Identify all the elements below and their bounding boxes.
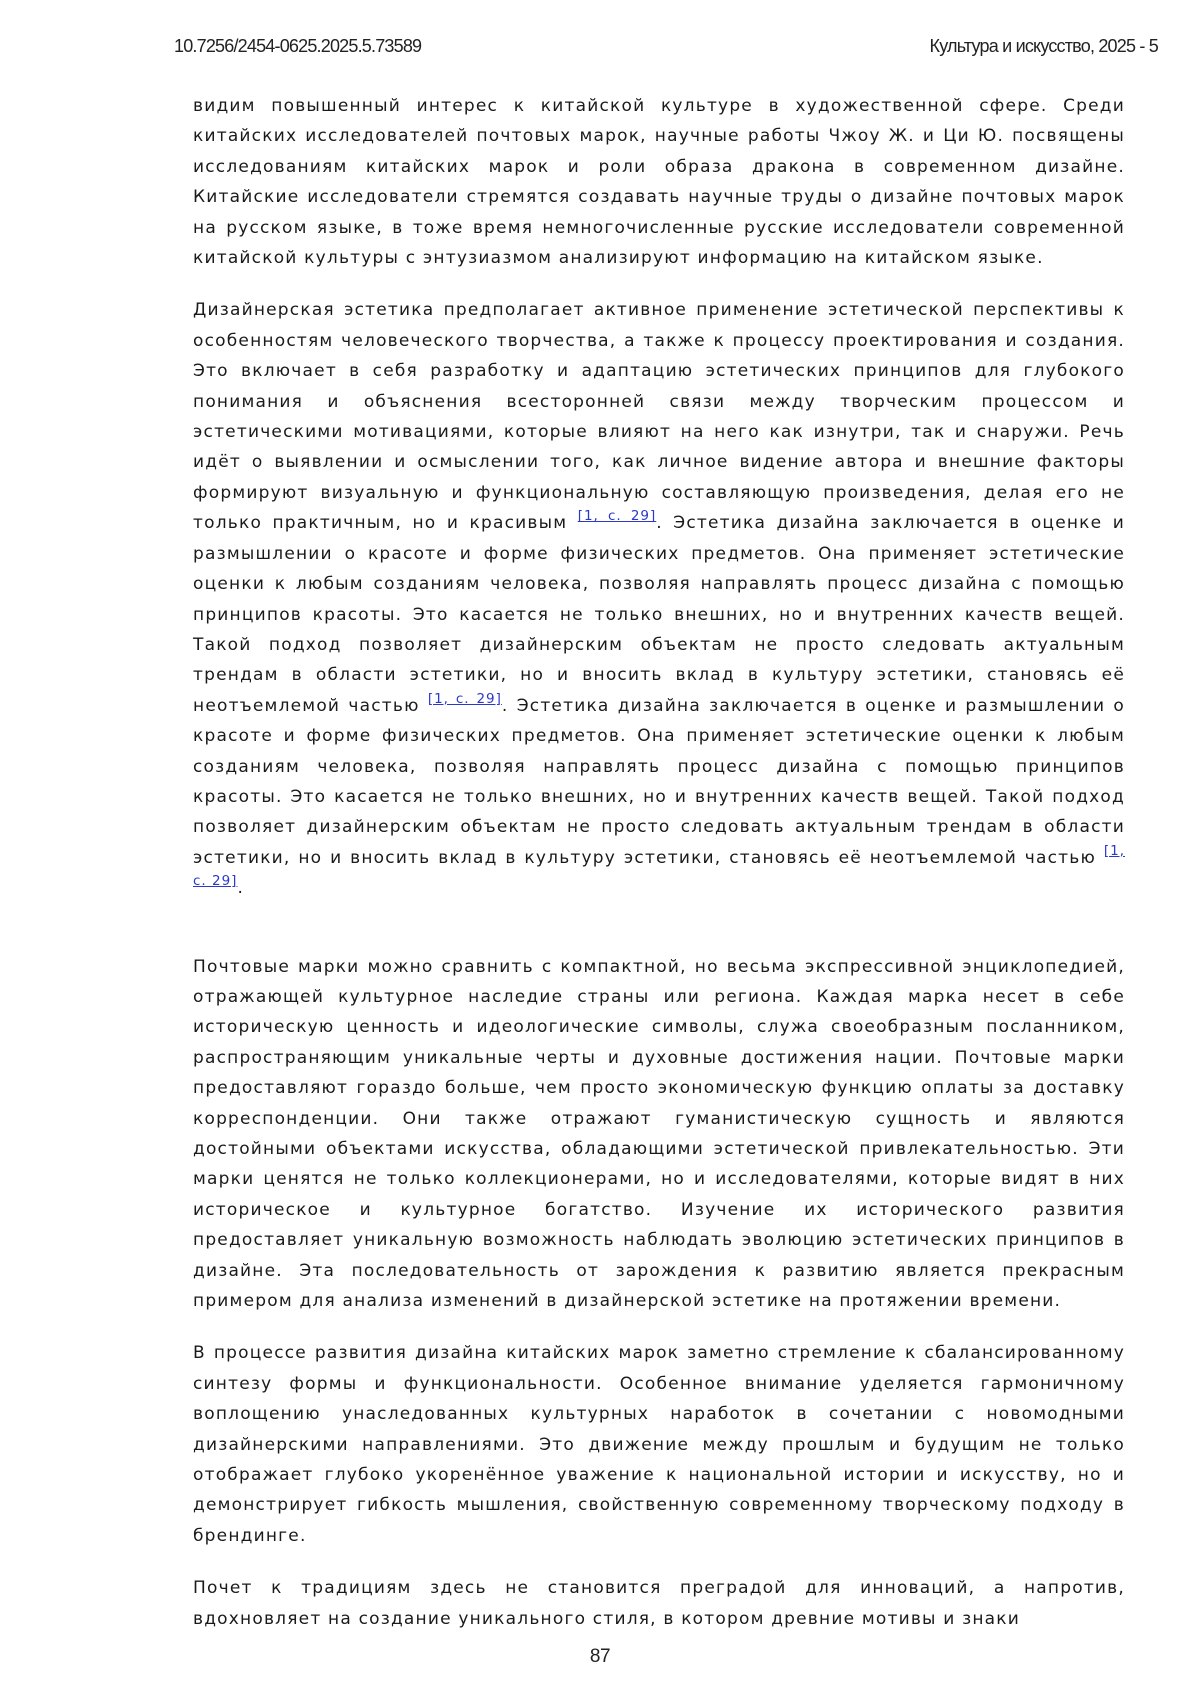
paragraph-2 bbox=[193, 295, 1125, 903]
paragraph-2-part-2: . Эстетика дизайна заключается в оценке и размышлении о красоте и форме физических предметов. Она применяет эстетические оценки к любым созданиям человека, позволяя направлять процесс дизайна с помощью принципов красоты. Это касается не только внешних, но и внутренних качеств вещей. Такой подход позволяет дизайнерским объектам не просто следовать актуальным трендам в области эстетики, но и вносить вклад в культуру эстетики, становясь её неотъемлемой частью bbox=[193, 513, 1125, 716]
paragraph-5: Почет к традициям здесь не становится преградой для инноваций, а напротив, вдохновляет на создание уникального стиля, в котором древние мотивы и знаки bbox=[193, 1578, 1125, 1629]
doi-header: 10.7256/2454-0625.2025.5.73589 bbox=[174, 36, 422, 56]
citation-link-1[interactable]: [1, с. 29] bbox=[577, 508, 657, 525]
paragraph-2-part-4: . bbox=[237, 878, 245, 899]
journal-header: Культура и искусство, 2025 - 5 bbox=[929, 36, 1158, 56]
paragraph-3: Почтовые марки можно сравнить с компактной, но весьма экспрессивной энциклопедией, отражающей культурное наследие страны или региона. Каждая марка несет в себе историческую ценность и идеологические символы, служа своеобразным посланником, распространяющим уникальные черты и духовные достижения нации. Почтовые марки предоставляют гораздо больше, чем просто экономическую функцию оплаты за доставку корреспонденции. Они также отражают гуманистическую сущность и являются достойными объектами искусства, обладающими эстетической привлекательностью. Эти марки ценятся не только коллекционерами, но и исследователями, которые видят в них историческое и культурное богатство. Изучение их исторического развития предоставляет уникальную возможность наблюдать эволюцию эстетических принципов в дизайне. Эта последовательность от зарождения к развитию является прекрасным примером для анализа изменений в дизайнерской эстетике на протяжении времени. bbox=[193, 956, 1125, 1312]
paragraph-4: В процессе развития дизайна китайских марок заметно стремление к сбалансированному синтезу формы и функциональности. Особенное внимание уделяется гармоничному воплощению унаследованных культурных наработок в сочетании с новомодными дизайнерскими направлениями. Это движение между прошлым и будущим не только отображает глубоко укоренённое уважение к национальной истории и искусству, но и демонстрирует гибкость мышления, свойственную современному творческому подходу в брендинге. bbox=[193, 1343, 1125, 1546]
page-number: 87 bbox=[589, 1646, 611, 1667]
paragraph-1: видим повышенный интерес к китайской культуре в художественной сфере. Среди китайских исследователей почтовых марок, научные работы Чжоу Ж. и Ци Ю. посвящены исследованиям китайских марок и роли образа дракона в современном дизайне. Китайские исследователи стремятся создавать научные труды о дизайне почтовых марок на русском языке, в тоже время немногочисленные русские исследователи современной китайской культуры с энтузиазмом анализируют информацию на китайском языке. bbox=[193, 96, 1125, 269]
paragraph-2-part-3: . Эстетика дизайна заключается в оценке и размышлении о красоте и форме физических предметов. Она применяет эстетические оценки к любым созданиям человека, позволяя направлять процесс дизайна с помощью принципов красоты. Это касается не только внешних, но и внутренних качеств вещей. Такой подход позволяет дизайнерским объектам не просто следовать актуальным трендам в области эстетики, но и вносить вклад в культуру эстетики, становясь её неотъемлемой частью bbox=[193, 695, 1125, 868]
paragraph-2-part-1: Дизайнерская эстетика предполагает активное применение эстетической перспективы к особенностям человеческого творчества, а также к процессу проектирования и создания. Это включает в себя разработку и адаптацию эстетических принципов для глубокого понимания и объяснения всесторонней связи между творческим процессом и эстетическими мотивациями, которые влияют на него как изнутри, так и снаружи. Речь идёт о выявлении и осмыслении того, как личное видение автора и внешние факторы формируют визуальную и функциональную составляющую произведения, делая его не только практичным, но и красивым bbox=[193, 300, 1125, 534]
article-body bbox=[193, 91, 1125, 1656]
citation-link-3[interactable]: [1, с. 29] bbox=[193, 842, 1125, 890]
citation-link-2[interactable]: [1, с. 29] bbox=[427, 690, 502, 707]
